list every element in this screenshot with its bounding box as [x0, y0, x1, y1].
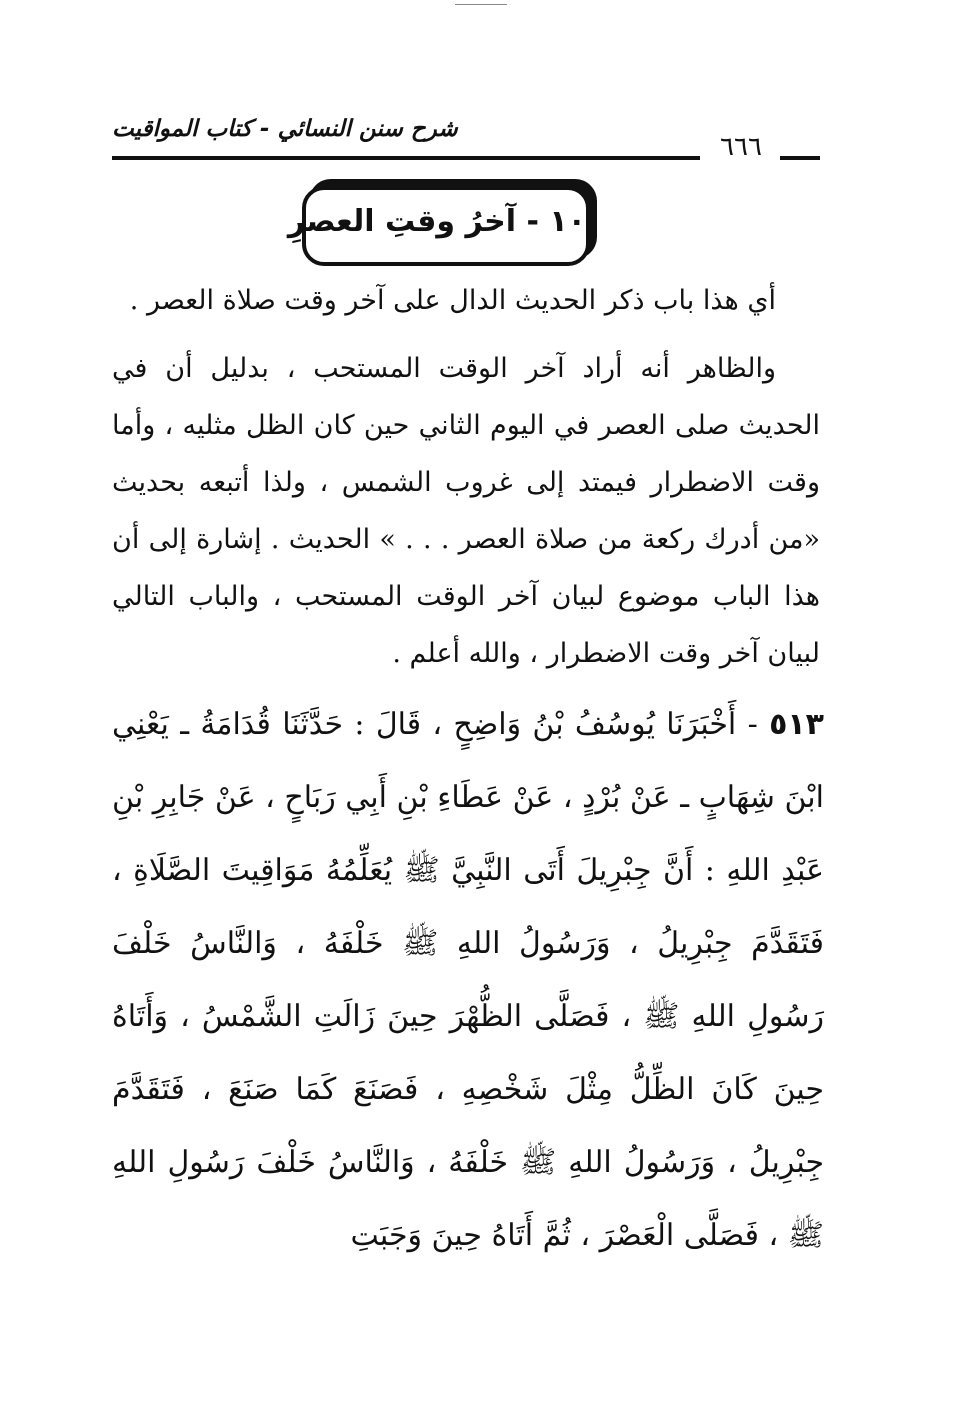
running-header: [112, 112, 820, 172]
page-number: ٦٦٦: [720, 132, 762, 162]
header-rule: [112, 156, 700, 160]
top-edge-line: [455, 4, 507, 5]
section-heading: ١٠ - آخرُ وقتِ العصرِ: [287, 204, 586, 239]
hadith-number: ٥١٣: [769, 707, 824, 742]
running-header-title: شرح سنن النسائي - كتاب المواقيت: [112, 116, 458, 142]
hadith-block: [112, 688, 824, 1272]
header-rule-short: [780, 156, 820, 160]
commentary-paragraph: والظاهر أنه أراد آخر الوقت المستحب ، بدليل أن في الحديث صلى العصر في اليوم الثاني حين كان الظل مثليه ، وأما وقت الاضطرار فيمتد إلى غروب الشمس ، ولذا أتبعه بحديث «من أدرك ركعة من صلاة العصر . . . » الحديث . إشارة إلى أن هذا الباب موضوع لبيان آخر الوقت المستحب ، والباب التالي لبيان آخر وقت الاضطرار ، والله أعلم .: [112, 353, 820, 669]
section-heading-box: [287, 186, 590, 266]
hadith-text: - أَخْبَرَنَا يُوسُفُ بْنُ وَاضِحٍ ، قَالَ : حَدَّثَنَا قُدَامَةُ ـ يَعْنِي ابْنَ شِهَابٍ ـ عَنْ بُرْدٍ ، عَنْ عَطَاءِ بْنِ أَبِي رَبَاحٍ ، عَنْ جَابِرِ بْنِ عَبْدِ اللهِ : أَنَّ جِبْرِيلَ أَتَى النَّبِيَّ ﷺ يُعَلِّمُهُ مَوَاقِيتَ الصَّلَاةِ ، فَتَقَدَّمَ جِبْرِيلُ ، وَرَسُولُ اللهِ ﷺ خَلْفَهُ ، وَالنَّاسُ خَلْفَ رَسُولِ اللهِ ﷺ ، فَصَلَّى الظُّهْرَ حِينَ زَالَتِ الشَّمْسُ ، وَأَتَاهُ حِينَ كَانَ الظِّلُّ مِثْلَ شَخْصِهِ ، فَصَنَعَ كَمَا صَنَعَ ، فَتَقَدَّمَ جِبْرِيلُ ، وَرَسُولُ اللهِ ﷺ خَلْفَهُ ، وَالنَّاسُ خَلْفَ رَسُولِ اللهِ ﷺ ، فَصَلَّى الْعَصْرَ ، ثُمَّ أَتَاهُ حِينَ وَجَبَتِ: [112, 707, 824, 1253]
intro-paragraph: أي هذا باب ذكر الحديث الدال على آخر وقت صلاة العصر .: [129, 285, 776, 316]
